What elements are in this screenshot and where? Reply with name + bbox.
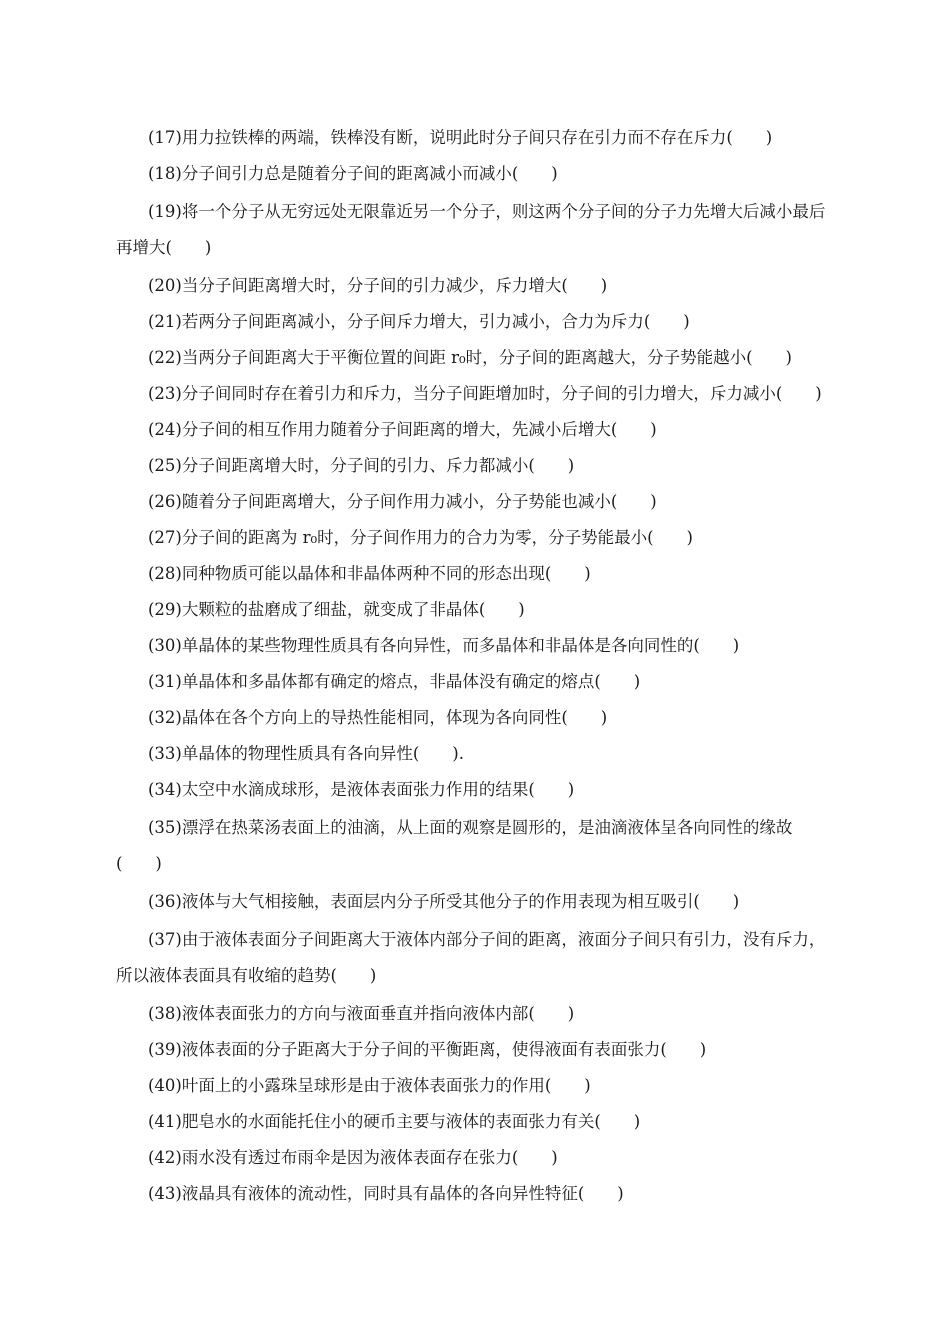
question-38: (38)液体表面张力的方向与液面垂直并指向液体内部( ): [148, 1004, 575, 1023]
question-26: (26)随着分子间距离增大，分子间作用力减小，分子势能也减小( ): [148, 492, 657, 511]
question-27: (27)分子间的距离为 r₀时，分子间作用力的合力为零，分子势能最小( ): [148, 528, 693, 547]
question-30: (30)单晶体的某些物理性质具有各向异性，而多晶体和非晶体是各向同性的( ): [148, 636, 740, 655]
question-31: (31)单晶体和多晶体都有确定的熔点，非晶体没有确定的熔点( ): [148, 672, 641, 691]
question-35: (35)漂浮在热菜汤表面上的油滴，从上面的观察是圆形的，是油滴液体呈各向同性的缘故( ): [116, 818, 793, 873]
question-17: (17)用力拉铁棒的两端，铁棒没有断，说明此时分子间只存在引力而不存在斥力( ): [148, 128, 773, 147]
question-23: (23)分子间同时存在着引力和斥力，当分子间距增加时，分子间的引力增大，斥力减小( ): [148, 384, 822, 403]
question-37: (37)由于液体表面分子间距离大于液体内部分子间的距离，液面分子间只有引力，没有斥力，所以液体表面具有收缩的趋势( ): [116, 930, 826, 985]
question-32: (32)晶体在各个方向上的导热性能相同，体现为各向同性( ): [148, 708, 608, 727]
question-20: (20)当分子间距离增大时，分子间的引力减少，斥力增大( ): [148, 276, 608, 295]
question-43: (43)液晶具有液体的流动性，同时具有晶体的各向异性特征( ): [148, 1184, 624, 1203]
question-19: (19)将一个分子从无穷远处无限靠近另一个分子，则这两个分子间的分子力先增大后减小最后再增大( ): [116, 202, 826, 257]
question-39: (39)液体表面的分子距离大于分子间的平衡距离，使得液面有表面张力( ): [148, 1040, 707, 1059]
question-42: (42)雨水没有透过布雨伞是因为液体表面存在张力( ): [148, 1148, 558, 1167]
question-22: (22)当两分子间距离大于平衡位置的间距 r₀时，分子间的距离越大，分子势能越小( ): [148, 348, 792, 367]
question-25: (25)分子间距离增大时，分子间的引力、斥力都减小( ): [148, 456, 575, 475]
question-21: (21)若两分子间距离减小，分子间斥力增大，引力减小，合力为斥力( ): [148, 312, 690, 331]
question-29: (29)大颗粒的盐磨成了细盐，就变成了非晶体( ): [148, 600, 525, 619]
question-24: (24)分子间的相互作用力随着分子间距离的增大，先减小后增大( ): [148, 420, 657, 439]
question-33: (33)单晶体的物理性质具有各向异性( ).: [148, 744, 464, 763]
question-18: (18)分子间引力总是随着分子间的距离减小而减小( ): [148, 164, 558, 183]
question-41: (41)肥皂水的水面能托住小的硬币主要与液体的表面张力有关( ): [148, 1112, 641, 1131]
question-40: (40)叶面上的小露珠呈球形是由于液体表面张力的作用( ): [148, 1076, 591, 1095]
question-28: (28)同种物质可能以晶体和非晶体两种不同的形态出现( ): [148, 564, 591, 583]
question-34: (34)太空中水滴成球形，是液体表面张力作用的结果( ): [148, 780, 575, 799]
question-36: (36)液体与大气相接触，表面层内分子所受其他分子的作用表现为相互吸引( ): [148, 892, 740, 911]
